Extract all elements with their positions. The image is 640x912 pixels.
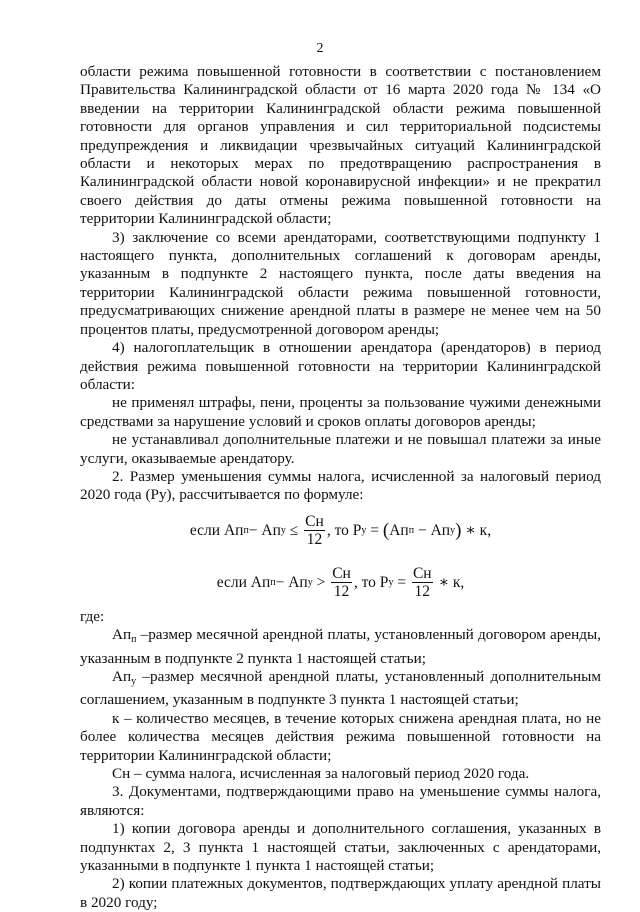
formula-subscript: п — [270, 576, 276, 588]
paragraph: 2. Размер уменьшения суммы налога, исчисленной за налоговый период 2020 года (Pу), рассчитывается по формуле: — [80, 467, 601, 504]
page-number: 2 — [316, 41, 324, 56]
formula-subscript: у — [280, 524, 286, 536]
formula-text: Ап — [389, 521, 409, 539]
formula-text: = — [366, 521, 383, 539]
formula-paren: ) — [455, 519, 462, 541]
formula-text: − Ап — [414, 521, 451, 539]
formula-text: = — [393, 573, 410, 591]
paragraph: к – количество месяцев, в течение которых снижена арендная плата, но не более количества месяцев действия режима повышенной готовности на территории Калининградской области; — [80, 709, 601, 764]
fraction-numerator: Сн — [412, 565, 432, 583]
formula-2 — [80, 558, 601, 608]
fraction-denominator: 12 — [333, 583, 350, 601]
paragraph: 1) копии договора аренды и дополнительного соглашения, указанных в подпунктах 2, 3 пункта 1 настоящей статьи, заключенных с арендаторами, указанными в подпункте 1 пункта 1 настоящей статьи; — [80, 820, 601, 875]
formula-text: ∗ к, — [434, 573, 465, 591]
formula-text: если Ап — [189, 521, 244, 539]
paragraph: 4) налогоплательщик в отношении арендатора (арендаторов) в период действия режима повышенной готовности на территории Калининградской области: — [80, 339, 601, 393]
formula-subscript: п — [243, 524, 249, 536]
paragraph: 3) заключение со всеми арендаторами, соответствующими подпункту 1 настоящего пункта, дополнительных соглашений к договорам аренды, указанным в подпункте 2 настоящего пункта, после даты введения на территории Калининградской области режима повышенной готовности, предусматривающих снижение арендной платы в размере не менее чем на 50 процентов платы, предусмотренной договором аренды; — [80, 228, 601, 338]
formula-subscript: у — [450, 524, 456, 536]
fraction-denominator: 12 — [414, 583, 430, 601]
paragraph: 2) копии платежных документов, подтверждающих уплату арендной платы в 2020 году; — [80, 875, 601, 911]
formula-subscript: п — [408, 524, 415, 536]
definition-text: –размер месячной арендной платы, установленный дополнительным соглашением, указанным в подпункте 3 пункта 1 настоящей статьи; — [80, 667, 601, 709]
formula-text: ∗ к, — [461, 521, 492, 539]
formula-subscript: у — [388, 576, 394, 588]
symbol-subscript: п — [131, 634, 137, 646]
paragraph: Сн – сумма налога, исчисленная за налоговый период 2020 года. — [112, 765, 530, 782]
fraction — [412, 565, 433, 600]
formula-subscript: у — [307, 576, 313, 588]
formula-subscript: у — [361, 524, 367, 536]
fraction-denominator: 12 — [306, 531, 323, 549]
definition-app — [80, 626, 601, 668]
formula-text: , то Р — [353, 573, 389, 591]
formula-text: − Ап — [275, 573, 308, 591]
symbol-subscript: у — [131, 675, 137, 687]
paragraph: не устанавливал дополнительные платежи и не повышал платежи за иные услуги, оказываемые арендатору. — [80, 431, 601, 467]
paragraph: не применял штрафы, пени, проценты за пользование чужими денежными средствами за нарушение условий и сроков оплаты договоров аренды; — [80, 394, 601, 430]
definition-apu — [80, 668, 601, 710]
formula-1 — [80, 508, 601, 554]
definition-text: –размер месячной арендной платы, установленный договором аренды, указанным в подпункте 2 пункта 1 настоящей статьи; — [80, 626, 601, 667]
paragraph: 3. Документами, подтверждающими право на уменьшение суммы налога, являются: — [80, 783, 601, 819]
paragraph: области режима повышенной готовности в соответствии с постановлением Правительства Калининградской области от 16 марта 2020 года № 134 «О введении на территории Калининградской области режима повышенной готовности для органов управления и сил территориальной подсистемы предупреждения и ликвидации чрезвычайных ситуаций Калининградской области и некоторых мерах по предотвращению распространения в Калининградской области новой коронавирусной инфекции» и не прекратил своего действия до даты отмены режима повышенной готовности на территории Калининградской области; — [80, 63, 601, 228]
where-label: где: — [80, 607, 105, 625]
fraction-numerator: Сн — [305, 513, 324, 531]
fraction — [304, 513, 325, 548]
document-body — [80, 63, 601, 912]
formula-text: − Ап — [248, 521, 281, 539]
symbol: Ап — [112, 667, 132, 685]
formula-text: > — [312, 573, 330, 591]
fraction-numerator: Сн — [332, 565, 351, 583]
formula-text: ≤ — [285, 521, 303, 539]
symbol: Ап — [112, 626, 132, 644]
formula-text: если Ап — [216, 573, 271, 591]
formula-text: , то Р — [326, 521, 362, 539]
fraction — [331, 565, 352, 600]
formula-paren: ( — [382, 519, 390, 541]
